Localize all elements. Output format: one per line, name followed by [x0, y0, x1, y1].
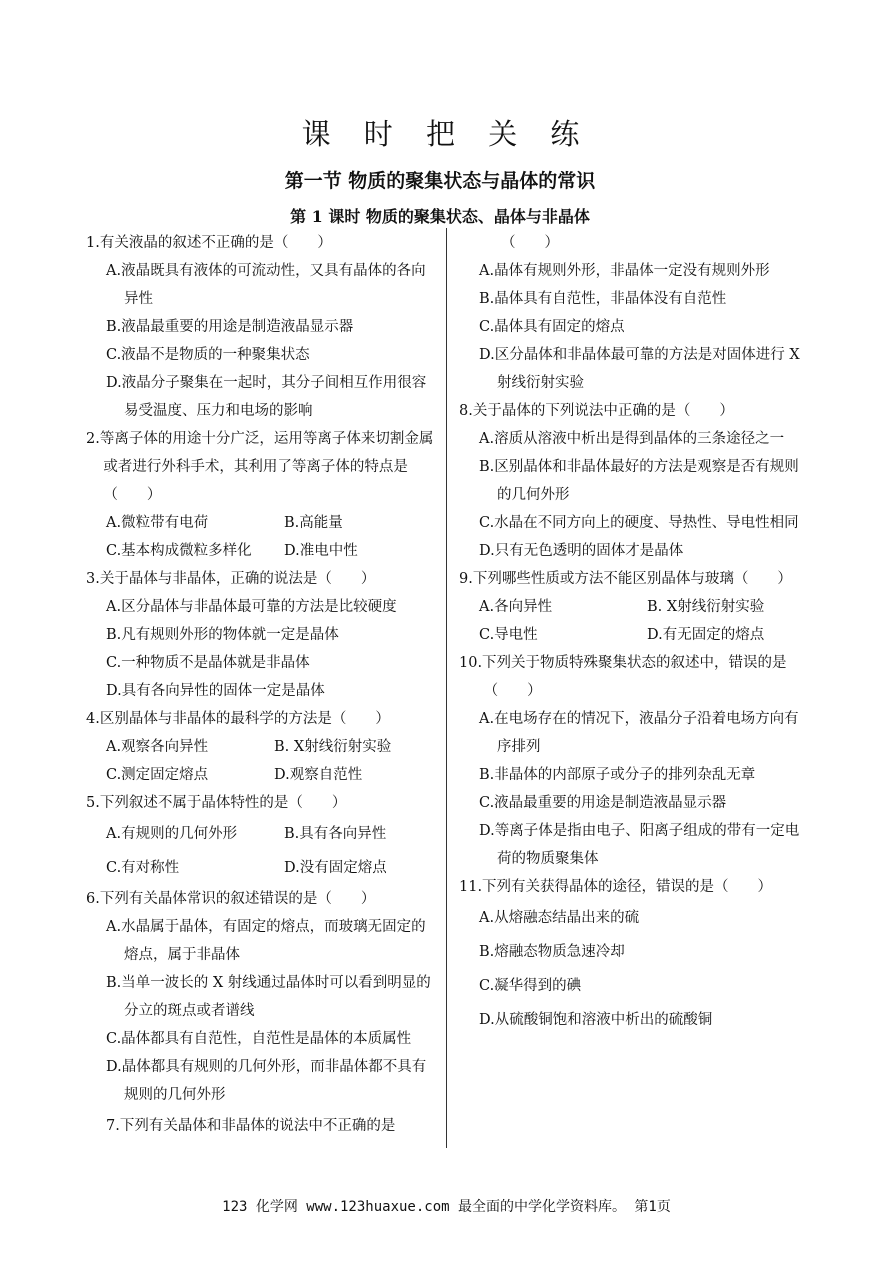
option-d: D.观察自范性	[274, 767, 363, 783]
option-b: B.凡有规则外形的物体就一定是晶体	[106, 627, 339, 643]
option-row	[459, 621, 811, 649]
question-stem: 4.区别晶体与非晶体的最科学的方法是（ ）	[86, 711, 390, 727]
option-row	[86, 509, 438, 537]
option-a: A.溶质从溶液中析出是得到晶体的三条途径之一	[479, 431, 785, 447]
option-c: C.凝华得到的碘	[479, 978, 582, 994]
option-b: B.具有各向异性	[284, 826, 387, 842]
option-c: C.有对称性	[106, 860, 180, 876]
option-d: D.准电中性	[284, 543, 358, 559]
option-c: C.导电性	[479, 627, 538, 643]
question-stem: 5.下列叙述不属于晶体特性的是（ ）	[86, 795, 347, 811]
option-d: D.具有各向异性的固体一定是晶体	[106, 683, 325, 699]
option-a: A.液晶既具有液体的可流动性，又具有晶体的各向异性	[106, 263, 426, 307]
question-10	[459, 649, 811, 873]
question-stem: 2.等离子体的用途十分广泛，运用等离子体来切割金属或者进行外科手术，其利用了等离子体的特点是（ ）	[86, 431, 434, 503]
option-a: A.晶体有规则外形，非晶体一定没有规则外形	[479, 263, 770, 279]
question-stem: 3.关于晶体与非晶体，正确的说法是（ ）	[86, 571, 376, 587]
option-row	[459, 593, 811, 621]
option-c: C.一种物质不是晶体就是非晶体	[106, 655, 310, 671]
option-c: C.液晶最重要的用途是制造液晶显示器	[479, 795, 727, 811]
option-b: B. X射线衍射实验	[647, 599, 765, 615]
option-b: B.非晶体的内部原子或分子的排列杂乱无章	[479, 767, 756, 783]
option-d: D.从硫酸铜饱和溶液中析出的硫酸铜	[479, 1012, 713, 1028]
option-c: C.水晶在不同方向上的硬度、导热性、导电性相同	[479, 515, 799, 531]
option-a: A.有规则的几何外形	[106, 826, 238, 842]
question-stem: 1.有关液晶的叙述不正确的是（ ）	[86, 235, 332, 251]
question-7	[459, 229, 811, 397]
question-5	[86, 789, 438, 885]
column-divider	[446, 228, 447, 1148]
option-b: B.液晶最重要的用途是制造液晶显示器	[106, 319, 354, 335]
option-a: A.水晶属于晶体，有固定的熔点，而玻璃无固定的熔点，属于非晶体	[106, 919, 426, 963]
option-c: C.晶体具有固定的熔点	[479, 319, 625, 335]
right-column	[459, 229, 811, 1037]
question-7-stem	[86, 1109, 438, 1143]
option-c: C.液晶不是物质的一种聚集状态	[106, 347, 310, 363]
question-stem: 8.关于晶体的下列说法中正确的是（ ）	[459, 403, 734, 419]
option-b: B.晶体具有自范性，非晶体没有自范性	[479, 291, 727, 307]
section-title: 第一节 物质的聚集状态与晶体的常识	[284, 170, 596, 192]
option-b: B. X射线衍射实验	[274, 739, 392, 755]
option-a: A.观察各向异性	[106, 739, 209, 755]
option-row	[86, 733, 438, 761]
option-d: D.区分晶体和非晶体最可靠的方法是对固体进行 X 射线衍射实验	[479, 347, 800, 391]
question-stem: 9.下列哪些性质或方法不能区别晶体与玻璃（ ）	[459, 571, 792, 587]
option-d: D.液晶分子聚集在一起时，其分子间相互作用很容易受温度、压力和电场的影响	[106, 375, 427, 419]
question-1	[86, 229, 438, 425]
question-stem-continued: （ ）	[501, 235, 559, 251]
option-a: A.区分晶体与非晶体最可靠的方法是比较硬度	[106, 599, 397, 615]
option-d: D.等离子体是指由电子、阳离子组成的带有一定电荷的物质聚集体	[479, 823, 800, 867]
option-row	[86, 851, 438, 885]
option-row	[86, 761, 438, 789]
question-stem: 7.下列有关晶体和非晶体的说法中不正确的是	[106, 1118, 396, 1134]
option-c: C.测定固定熔点	[106, 767, 209, 783]
option-a: A.各向异性	[479, 599, 553, 615]
option-d: D.只有无色透明的固体才是晶体	[479, 543, 684, 559]
option-a: A.微粒带有电荷	[106, 515, 209, 531]
option-a: A.从熔融态结晶出来的硫	[479, 910, 640, 926]
option-c: C.晶体都具有自范性，自范性是晶体的本质属性	[106, 1031, 412, 1047]
option-b: B.熔融态物质急速冷却	[479, 944, 625, 960]
question-stem: 11.下列有关获得晶体的途径，错误的是（ ）	[459, 879, 773, 895]
page-title: 课 时 把 关 练	[301, 117, 592, 151]
option-d: D.晶体都具有规则的几何外形，而非晶体都不具有规则的几何外形	[106, 1059, 427, 1103]
left-column	[86, 229, 438, 1143]
option-a: A.在电场存在的情况下，液晶分子沿着电场方向有序排列	[479, 711, 799, 755]
question-8	[459, 397, 811, 565]
option-b: B.区别晶体和非晶体最好的方法是观察是否有规则的几何外形	[479, 459, 799, 503]
lesson-title: 第 1 课时 物质的聚集状态、晶体与非晶体	[290, 207, 590, 226]
question-11	[459, 873, 811, 1037]
option-b: B.高能量	[284, 515, 343, 531]
option-row	[86, 537, 438, 565]
question-3	[86, 565, 438, 705]
question-stem: 10.下列关于物质特殊聚集状态的叙述中，错误的是（ ）	[459, 655, 787, 699]
option-d: D.有无固定的熔点	[647, 627, 765, 643]
question-stem: 6.下列有关晶体常识的叙述错误的是（ ）	[86, 891, 376, 907]
option-row	[86, 817, 438, 851]
page-footer: 123 化学网 www.123huaxue.com 最全面的中学化学资料库。 第1页	[222, 1199, 671, 1215]
question-6	[86, 885, 438, 1109]
option-c: C.基本构成微粒多样化	[106, 543, 252, 559]
question-9	[459, 565, 811, 649]
question-2	[86, 425, 438, 565]
option-b: B.当单一波长的 X 射线通过晶体时可以看到明显的分立的斑点或者谱线	[106, 975, 431, 1019]
question-4	[86, 705, 438, 789]
option-d: D.没有固定熔点	[284, 860, 387, 876]
